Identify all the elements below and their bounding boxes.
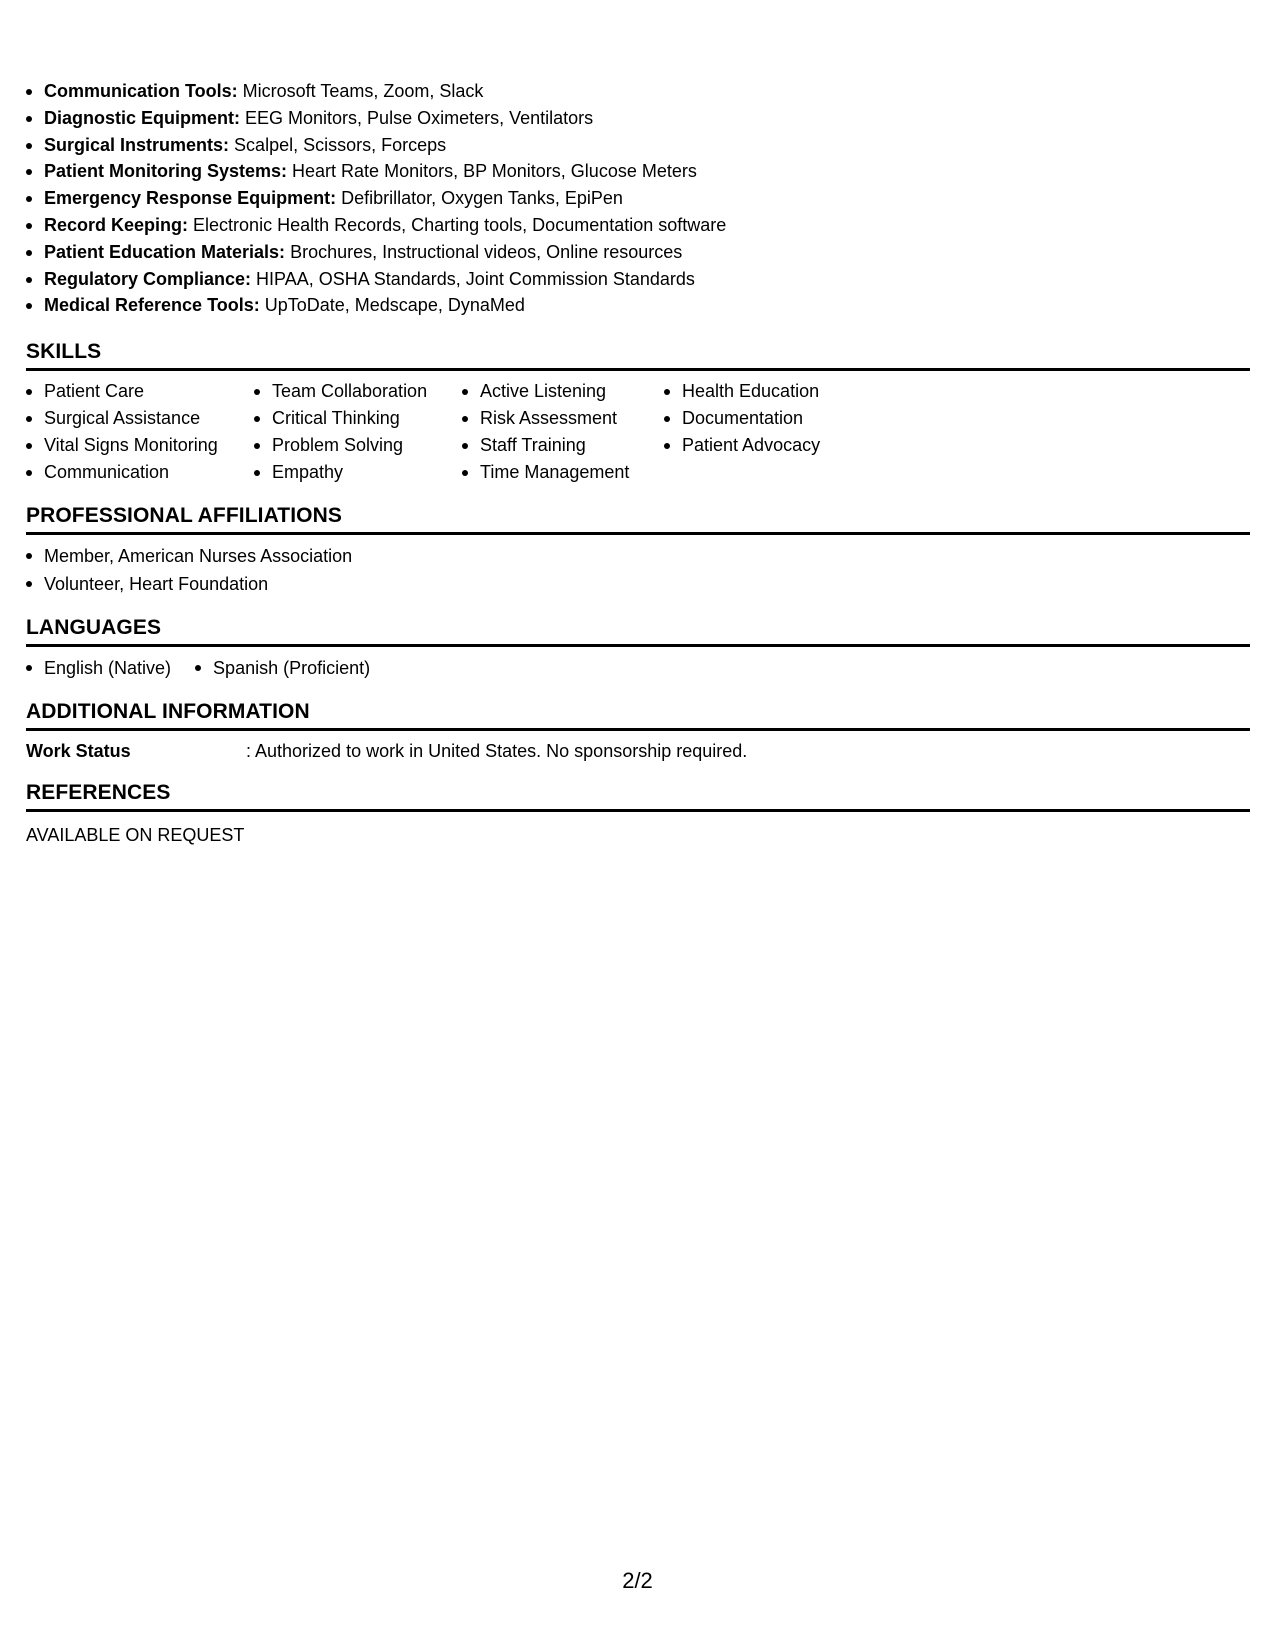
skills-column-1 (26, 378, 218, 486)
skill-label: Critical Thinking (272, 408, 400, 428)
bullet-icon (254, 470, 260, 476)
section-divider (26, 368, 1250, 371)
bullet-icon (462, 443, 468, 449)
section-divider (26, 532, 1250, 535)
skill-label: Team Collaboration (272, 381, 428, 401)
list-item (254, 432, 427, 459)
list-item (26, 459, 218, 486)
list-item (254, 405, 427, 432)
list-item (26, 378, 218, 405)
references-text: AVAILABLE ON REQUEST (26, 825, 245, 845)
bullet-icon (462, 416, 468, 422)
tool-category: Diagnostic Equipment: (44, 107, 241, 128)
bullet-icon (26, 277, 32, 283)
bullet-icon (26, 665, 32, 671)
list-item (664, 405, 820, 432)
affiliation-label: Volunteer, Heart Foundation (44, 574, 269, 594)
work-status-label: Work Status (26, 741, 131, 761)
section-title-affiliations: PROFESSIONAL AFFILIATIONS (26, 504, 342, 527)
list-item (254, 378, 427, 405)
languages-section (26, 615, 1250, 682)
bullet-icon (26, 116, 32, 122)
tool-category: Patient Monitoring Systems: (44, 161, 288, 182)
tool-items: Defibrillator, Oxygen Tanks, EpiPen (336, 188, 623, 209)
skill-label: Patient Care (44, 381, 145, 401)
tool-category: Emergency Response Equipment: (44, 188, 337, 209)
tool-category: Regulatory Compliance: (44, 268, 252, 289)
bullet-icon (195, 665, 201, 671)
tool-items: Microsoft Teams, Zoom, Slack (237, 81, 484, 101)
list-item (462, 432, 629, 459)
list-item (26, 105, 1250, 132)
skill-label: Vital Signs Monitoring (44, 435, 218, 455)
bullet-icon (26, 196, 32, 202)
list-item (26, 405, 218, 432)
list-item (26, 158, 1250, 185)
skill-label: Time Management (480, 462, 630, 482)
list-item (26, 432, 218, 459)
languages-list (26, 654, 1250, 682)
skill-label: Health Education (682, 381, 820, 401)
skill-label: Documentation (682, 408, 804, 428)
affiliations-section (26, 503, 1250, 598)
skills-column-3 (462, 378, 629, 486)
bullet-icon (254, 389, 260, 395)
tool-items: EEG Monitors, Pulse Oximeters, Ventilators (240, 107, 594, 128)
section-title-skills: SKILLS (26, 340, 102, 363)
list-item (26, 185, 1250, 212)
bullet-icon (26, 443, 32, 449)
bullet-icon (26, 303, 32, 309)
tools-list (26, 78, 1250, 319)
work-status-row (26, 738, 1250, 764)
tool-category: Patient Education Materials: (44, 241, 286, 262)
bullet-icon (26, 89, 32, 95)
tool-items: Electronic Health Records, Charting tools, Documentation software (188, 214, 727, 235)
skills-column-2 (254, 378, 427, 486)
resume-page-2 (26, 78, 1250, 319)
list-item (26, 654, 171, 682)
tool-items: HIPAA, OSHA Standards, Joint Commission Standards (251, 268, 695, 289)
bullet-icon (26, 470, 32, 476)
list-item (462, 405, 629, 432)
additional-info-section (26, 699, 1250, 764)
tool-category: Record Keeping: (44, 214, 189, 235)
list-item (26, 570, 1250, 598)
list-item (254, 459, 427, 486)
tool-items: Scalpel, Scissors, Forceps (229, 134, 447, 155)
references-section (26, 780, 1250, 848)
bullet-icon (664, 416, 670, 422)
list-item (664, 432, 820, 459)
list-item (462, 459, 629, 486)
affiliation-label: Member, American Nurses Association (44, 546, 353, 566)
bullet-icon (26, 416, 32, 422)
tool-category: Surgical Instruments: (44, 134, 230, 155)
list-item (26, 212, 1250, 239)
bullet-icon (254, 443, 260, 449)
language-label: Spanish (Proficient) (213, 658, 371, 678)
bullet-icon (26, 389, 32, 395)
affiliations-list (26, 542, 1250, 598)
skills-section (26, 339, 1250, 486)
skill-label: Staff Training (480, 435, 586, 455)
skill-label: Surgical Assistance (44, 408, 201, 428)
skill-label: Problem Solving (272, 435, 404, 455)
bullet-icon (26, 553, 32, 559)
language-label: English (Native) (44, 658, 172, 678)
bullet-icon (26, 250, 32, 256)
list-item (26, 266, 1250, 293)
skill-label: Patient Advocacy (682, 435, 821, 455)
skill-label: Risk Assessment (480, 408, 618, 428)
tool-category: Communication Tools: (44, 81, 238, 101)
bullet-icon (26, 143, 32, 149)
section-title-languages: LANGUAGES (26, 616, 162, 639)
list-item (26, 239, 1250, 266)
page-number: 2/2 (622, 1568, 653, 1593)
tool-items: Brochures, Instructional videos, Online resources (285, 241, 683, 262)
skills-column-4 (664, 378, 820, 459)
skill-label: Empathy (272, 462, 344, 482)
bullet-icon (664, 443, 670, 449)
section-title-additional-info: ADDITIONAL INFORMATION (26, 700, 310, 723)
bullet-icon (26, 581, 32, 587)
bullet-icon (462, 389, 468, 395)
list-item (462, 378, 629, 405)
bullet-icon (664, 389, 670, 395)
bullet-icon (26, 223, 32, 229)
bullet-icon (254, 416, 260, 422)
list-item (195, 654, 370, 682)
bullet-icon (462, 470, 468, 476)
bullet-icon (26, 169, 32, 175)
work-status-value: : Authorized to work in United States. No sponsorship required. (246, 741, 748, 761)
skills-grid (26, 378, 1250, 486)
list-item (26, 132, 1250, 159)
skill-label: Active Listening (480, 381, 607, 401)
tool-category: Medical Reference Tools: (44, 295, 260, 316)
tool-items: Heart Rate Monitors, BP Monitors, Glucose Meters (287, 161, 697, 182)
list-item (26, 542, 1250, 570)
section-title-references: REFERENCES (26, 781, 171, 804)
list-item (664, 378, 820, 405)
skill-label: Communication (44, 462, 170, 482)
tool-items: UpToDate, Medscape, DynaMed (259, 295, 525, 316)
list-item (26, 292, 1250, 319)
list-item (26, 78, 1250, 105)
section-divider (26, 728, 1250, 731)
section-divider (26, 644, 1250, 647)
section-divider (26, 809, 1250, 812)
